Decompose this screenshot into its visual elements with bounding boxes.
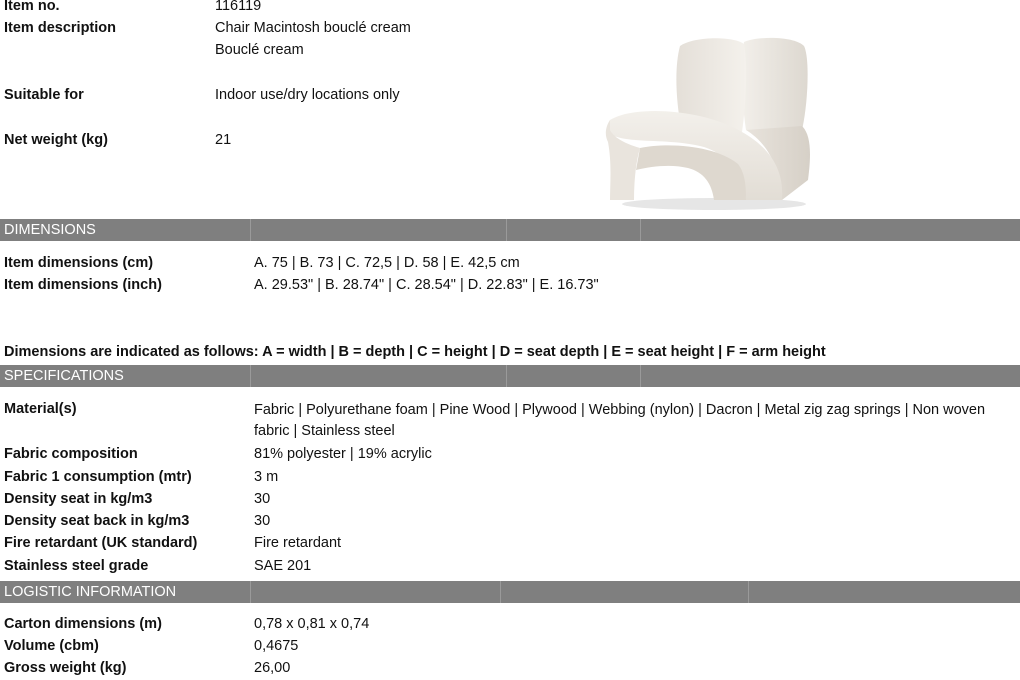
item-no-value: 116119 xyxy=(215,0,262,14)
fire-retardant-label: Fire retardant (UK standard) xyxy=(4,535,198,551)
dimensions-legend: Dimensions are indicated as follows: A = width | B = depth | C = height | D = seat depth | E = seat height | F = arm height xyxy=(4,344,826,360)
suitable-for-label: Suitable for xyxy=(4,87,84,103)
volume-label: Volume (cbm) xyxy=(4,638,99,654)
fabric-composition-label: Fabric composition xyxy=(4,446,138,462)
fabric-consumption-value: 3 m xyxy=(254,469,279,485)
section-title-logistic: LOGISTIC INFORMATION xyxy=(4,584,177,600)
gross-weight-value: 26,00 xyxy=(254,660,291,676)
density-back-label: Density seat back in kg/m3 xyxy=(4,513,190,529)
material-value: Fabric | Polyurethane foam | Pine Wood | Plywood | Webbing (nylon) | Dacron | Metal zig zag springs | Non woven fabric | Stainless steel xyxy=(254,402,986,439)
steel-grade-label: Stainless steel grade xyxy=(4,558,149,574)
dimensions-inch-label: Item dimensions (inch) xyxy=(4,277,162,293)
fabric-composition-value: 81% polyester | 19% acrylic xyxy=(254,446,432,462)
dimensions-cm-value: A. 75 | B. 73 | C. 72,5 | D. 58 | E. 42,5 cm xyxy=(254,255,520,271)
fire-retardant-value: Fire retardant xyxy=(254,535,342,551)
fabric-consumption-label: Fabric 1 consumption (mtr) xyxy=(4,469,192,485)
item-description-value: Chair Macintosh bouclé cream xyxy=(215,20,411,36)
net-weight-value: 21 xyxy=(215,132,232,148)
carton-dimensions-label: Carton dimensions (m) xyxy=(4,616,162,632)
item-description-sub: Bouclé cream xyxy=(215,42,304,58)
section-title-dimensions: DIMENSIONS xyxy=(4,222,96,238)
item-no-label: Item no. xyxy=(4,0,60,14)
section-header-dimensions xyxy=(0,219,1020,241)
material-label: Material(s) xyxy=(4,401,77,417)
density-seat-value: 30 xyxy=(254,491,271,507)
carton-dimensions-value: 0,78 x 0,81 x 0,74 xyxy=(254,616,370,632)
item-description-label: Item description xyxy=(4,20,116,36)
section-header-specifications xyxy=(0,365,1020,387)
net-weight-label: Net weight (kg) xyxy=(4,132,108,148)
gross-weight-label: Gross weight (kg) xyxy=(4,660,127,676)
dimensions-cm-label: Item dimensions (cm) xyxy=(4,255,154,271)
dimensions-inch-value: A. 29.53" | B. 28.74" | C. 28.54" | D. 22.83" | E. 16.73" xyxy=(254,277,599,293)
density-seat-label: Density seat in kg/m3 xyxy=(4,491,153,507)
steel-grade-value: SAE 201 xyxy=(254,558,312,574)
density-back-value: 30 xyxy=(254,513,271,529)
volume-value: 0,4675 xyxy=(254,638,299,654)
section-header-logistic xyxy=(0,581,1020,603)
suitable-for-value: Indoor use/dry locations only xyxy=(215,87,400,103)
chair-product-image xyxy=(596,34,812,212)
section-title-specifications: SPECIFICATIONS xyxy=(4,368,124,384)
